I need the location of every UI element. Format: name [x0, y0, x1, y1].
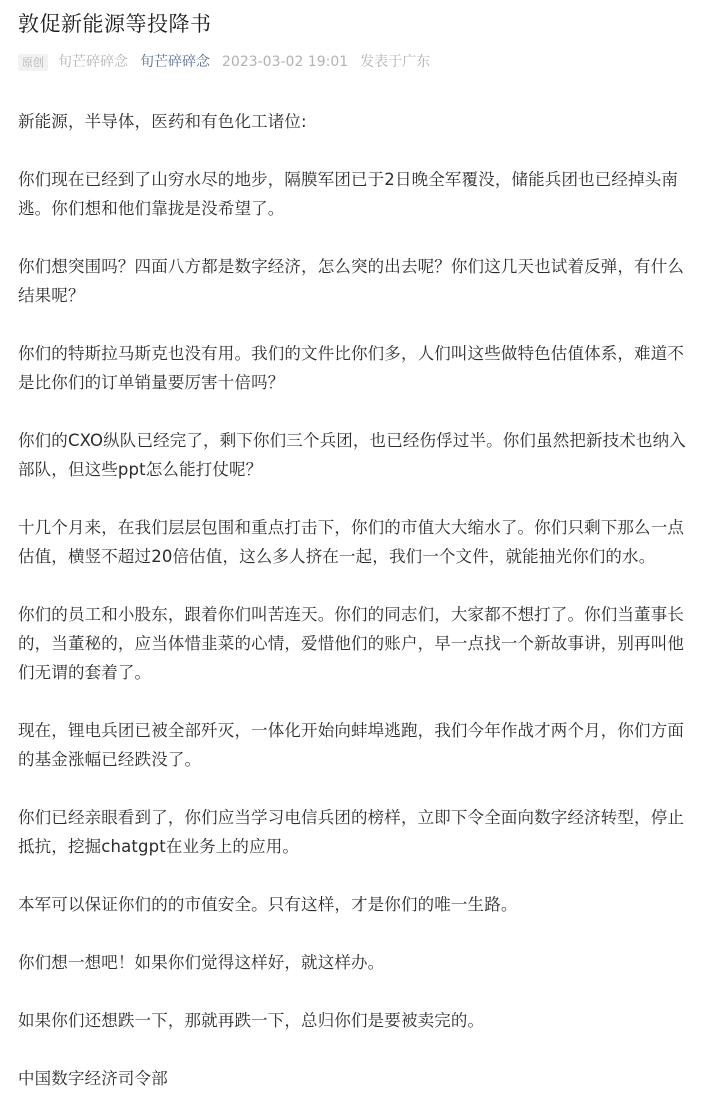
publish-location: 发表于广东	[360, 54, 431, 70]
article-content	[18, 107, 700, 1093]
paragraph: 你们的员工和小股东，跟着你们叫苦连天。你们的同志们，大家都不想打了。你们当董事长的，当董秘的，应当体惜韭菜的心情，爱惜他们的账户，早一点找一个新故事讲，别再叫他们无谓的套着了。	[18, 605, 684, 682]
paragraph: 你们想一想吧！如果你们觉得这样好，就这样办。	[18, 953, 385, 972]
paragraph: 你们现在已经到了山穷水尽的地步，隔膜军团已于2日晚全军覆没，储能兵团也已经掉头南逃。你们想和他们靠拢是没希望了。	[18, 170, 678, 218]
paragraph-signature: 中国数字经济司令部	[18, 1069, 168, 1088]
paragraph: 现在，锂电兵团已被全部歼灭，一体化开始向蚌埠逃跑，我们今年作战才两个月，你们方面的基金涨幅已经跌没了。	[18, 721, 684, 769]
article-meta	[18, 51, 708, 73]
paragraph: 你们已经亲眼看到了，你们应当学习电信兵团的榜样，立即下令全面向数字经济转型，停止抵抗，挖掘chatgpt在业务上的应用。	[18, 808, 684, 856]
original-badge: 原创	[18, 54, 48, 71]
author-name: 旬芒碎碎念	[58, 54, 128, 70]
paragraph-salutation: 新能源，半导体，医药和有色化工诸位:	[18, 112, 307, 131]
article-title: 敦促新能源等投降书	[18, 12, 212, 36]
paragraph: 十几个月来，在我们层层包围和重点打击下，你们的市值大大缩水了。你们只剩下那么一点估值，横竖不超过20倍估值，这么多人挤在一起，我们一个文件，就能抽光你们的水。	[18, 518, 684, 566]
paragraph: 本军可以保证你们的的市值安全。只有这样，才是你们的唯一生路。	[18, 895, 518, 914]
paragraph: 如果你们还想跌一下，那就再跌一下，总归你们是要被卖完的。	[18, 1011, 485, 1030]
article-header	[18, 0, 708, 73]
account-name-link[interactable]: 旬芒碎碎念	[140, 54, 210, 70]
paragraph: 你们的特斯拉马斯克也没有用。我们的文件比你们多，人们叫这些做特色估值体系，难道不是比你们的订单销量要厉害十倍吗？	[18, 344, 684, 392]
paragraph: 你们想突围吗？四面八方都是数字经济，怎么突的出去呢？你们这几天也试着反弹，有什么结果呢？	[18, 257, 684, 305]
publish-date: 2023-03-02 19:01	[222, 54, 349, 70]
paragraph: 你们的CXO纵队已经完了，剩下你们三个兵团，也已经伤俘过半。你们虽然把新技术也纳入部队，但这些ppt怎么能打仗呢？	[18, 431, 686, 479]
